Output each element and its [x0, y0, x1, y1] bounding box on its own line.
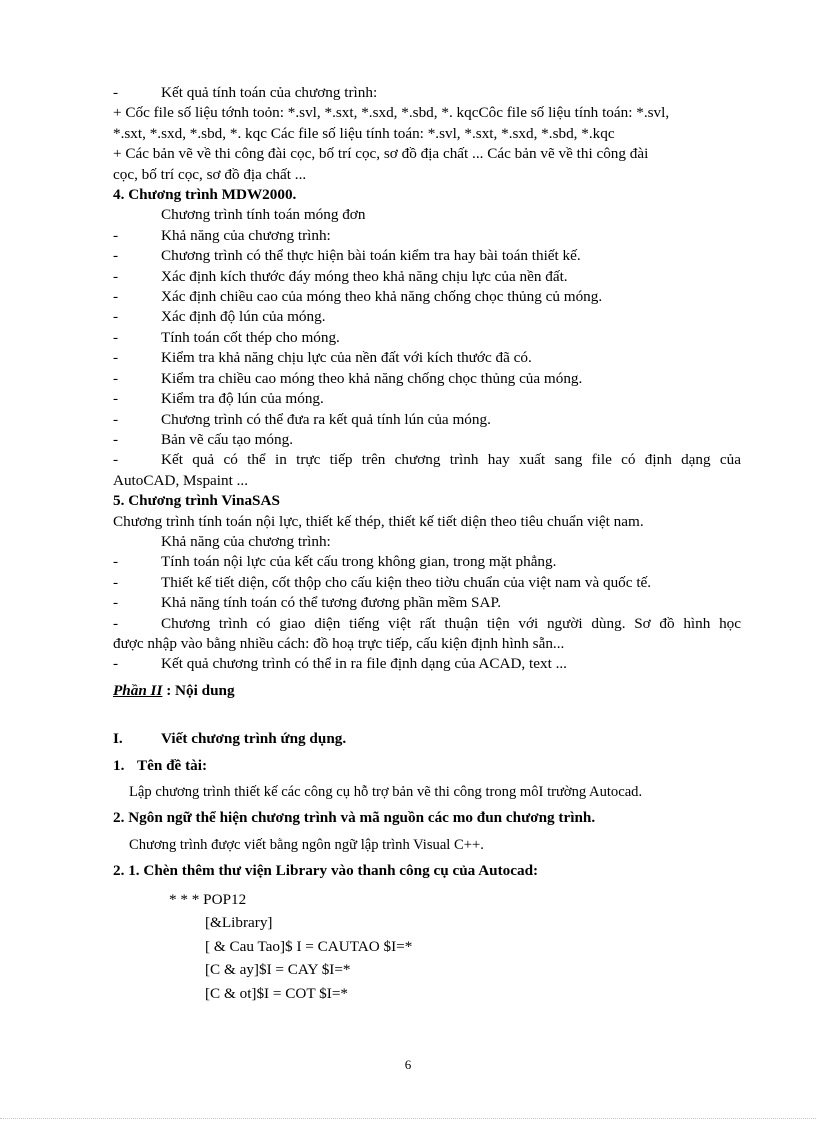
list-item: [113, 267, 741, 287]
result-files-line-cont: *.sxt, *.sxd, *.sbd, *. kqc Các file số liệu tính toán: *.svl, *.sxt, *.sxd, *.sbd, *.kqc: [113, 124, 615, 142]
list-item-text: Kiểm tra khả năng chịu lực của nền đất với kích thước đã có.: [161, 349, 532, 367]
bullet-dash: -: [113, 247, 119, 265]
list-item-text: Xác định độ lún của móng.: [161, 308, 326, 326]
subsection-2-text: Chương trình được viết bằng ngôn ngữ lập trình Visual C++.: [129, 836, 484, 853]
list-item-cont: AutoCAD, Mspaint ...: [113, 471, 249, 489]
code-line: [&Library]: [205, 914, 273, 932]
list-item: [113, 410, 741, 430]
section-I-number: I.: [113, 730, 123, 748]
part-2-separator: :: [162, 681, 176, 699]
subsection-1-heading: [113, 756, 741, 776]
section-I-title: Viết chương trình ứng dụng.: [161, 730, 347, 748]
bullet-dash: -: [113, 573, 119, 591]
section-4-list: [113, 226, 741, 491]
list-item-text: Kết quả có thể in trực tiếp trên chương trình hay xuất sang file có định dạng của: [161, 451, 741, 469]
bullet-dash: -: [113, 369, 119, 387]
bullet-dash: -: [113, 614, 119, 632]
subsection-1-number: 1.: [113, 756, 125, 774]
subsection-2-heading: 2. Ngôn ngữ thể hiện chương trình và mã nguồn các mo đun chương trình.: [113, 809, 596, 827]
list-item-text: Xác định kích thước đáy móng theo khả năng chịu lực của nền đất.: [161, 267, 568, 285]
list-item: [113, 328, 741, 348]
bottom-dotted-border: [0, 1118, 816, 1119]
bullet-dash: -: [113, 451, 119, 469]
list-item-text: Tính toán cốt thép cho móng.: [161, 328, 340, 346]
list-item: [113, 573, 741, 593]
bullet-dash: -: [113, 553, 119, 571]
result-drawings-line: + Các bản vẽ về thi công đài cọc, bố trí cọc, sơ đồ địa chất ... Các bản vẽ về thi công đài: [113, 145, 649, 163]
list-item: [113, 430, 741, 450]
result-drawings-line-cont: cọc, bố trí cọc, sơ đồ địa chất ...: [113, 165, 307, 183]
part-2-title: Phần II: [113, 681, 163, 699]
list-item: [113, 287, 741, 307]
list-item: [113, 654, 741, 674]
list-item: [113, 307, 741, 327]
subsection-2-1-heading: 2. 1. Chèn thêm thư viện Library vào thanh công cụ của Autocad:: [113, 862, 539, 880]
bullet-dash: -: [113, 655, 119, 673]
code-line: [C & ay]$I = CAY $I=*: [205, 961, 351, 979]
code-line: [ & Cau Tao]$ I = CAUTAO $I=*: [205, 937, 413, 955]
result-files-line: + Cốc file số liệu tớnh toỏn: *.svl, *.sxt, *.sxd, *.sbd, *. kqcCôc file số liệu tính toán: *.svl,: [113, 104, 670, 122]
section-I-heading: [113, 729, 741, 749]
list-item-text: Chương trình có thể đưa ra kết quả tính lún của móng.: [161, 410, 491, 428]
list-item: [113, 593, 741, 613]
bullet-dash: -: [113, 308, 119, 326]
bullet-dash: -: [113, 349, 119, 367]
list-item: [113, 348, 741, 368]
section-5-intro: Chương trình tính toán nội lực, thiết kế thép, thiết kế tiết diện theo tiêu chuẩn việt nam.: [113, 512, 644, 530]
list-item-text: Khả năng tính toán có thể tương đương phần mềm SAP.: [161, 594, 502, 612]
section-5-ability: Khả năng của chương trình:: [161, 532, 331, 550]
menu-code-block: [113, 888, 741, 1006]
bullet-dash: -: [113, 390, 119, 408]
section-5-list: [113, 552, 741, 674]
section-4-intro: Chương trình tính toán móng đơn: [161, 206, 366, 224]
list-item: [113, 614, 741, 634]
page-content: [113, 83, 741, 1006]
code-line: [C & ot]$I = COT $I=*: [205, 985, 348, 1002]
section-4-heading: 4. Chương trình MDW2000.: [113, 186, 297, 204]
list-item-text: Kiểm tra chiều cao móng theo khả năng chống chọc thủng của móng.: [161, 369, 583, 387]
bullet-dash: -: [113, 226, 119, 244]
part-2-name: Nội dung: [175, 681, 235, 699]
result-item: [113, 83, 741, 103]
list-item: [113, 552, 741, 572]
list-item: [113, 246, 741, 266]
list-item-text: Chương trình có giao diện tiếng việt rất thuận tiện với người dùng. Sơ đồ hình học: [161, 614, 741, 632]
list-item-text: Bản vẽ cấu tạo móng.: [161, 430, 294, 448]
bullet-dash: -: [113, 430, 119, 448]
list-item-text: Khả năng của chương trình:: [161, 226, 331, 244]
page-number: 6: [404, 1057, 412, 1072]
bullet-dash: -: [113, 594, 119, 612]
bullet-dash: -: [113, 84, 119, 101]
list-item-text: Xác định chiều cao của móng theo khả năng chống chọc thủng củ móng.: [161, 288, 603, 306]
bullet-dash: -: [113, 410, 119, 428]
bullet-dash: -: [113, 328, 119, 346]
list-item: [113, 226, 741, 246]
subsection-1-text: Lập chương trình thiết kế các công cụ hỗ trợ bản vẽ thi công trong môI trường Autocad.: [129, 784, 643, 800]
list-item-text: Thiết kế tiết diện, cốt thộp cho cấu kiện theo tiờu chuẩn của việt nam và quốc tế.: [161, 573, 652, 591]
list-item-text: Chương trình có thể thực hiện bài toán kiểm tra hay bài toán thiết kế.: [161, 247, 581, 265]
list-item-text: Kiểm tra độ lún của móng.: [161, 390, 324, 408]
list-item-text: Tính toán nội lực của kết cấu trong không gian, trong mặt phẳng.: [161, 553, 557, 571]
bullet-dash: -: [113, 288, 119, 306]
subsection-1-title: Tên đề tài:: [137, 756, 208, 774]
list-item: [113, 450, 741, 470]
list-item-cont: được nhập vào bằng nhiều cách: đồ hoạ trực tiếp, cấu kiện định hình sẵn...: [113, 634, 565, 652]
part-2-heading: [113, 681, 741, 701]
list-item: [113, 389, 741, 409]
section-5-heading: 5. Chương trình VinaSAS: [113, 492, 280, 510]
result-text: Kết quả tính toán của chương trình:: [161, 84, 378, 101]
list-item: [113, 369, 741, 389]
bullet-dash: -: [113, 267, 119, 285]
list-item-text: Kết quả chương trình có thể in ra file định dạng của ACAD, text ...: [161, 655, 567, 673]
code-line: * * * POP12: [169, 890, 247, 908]
